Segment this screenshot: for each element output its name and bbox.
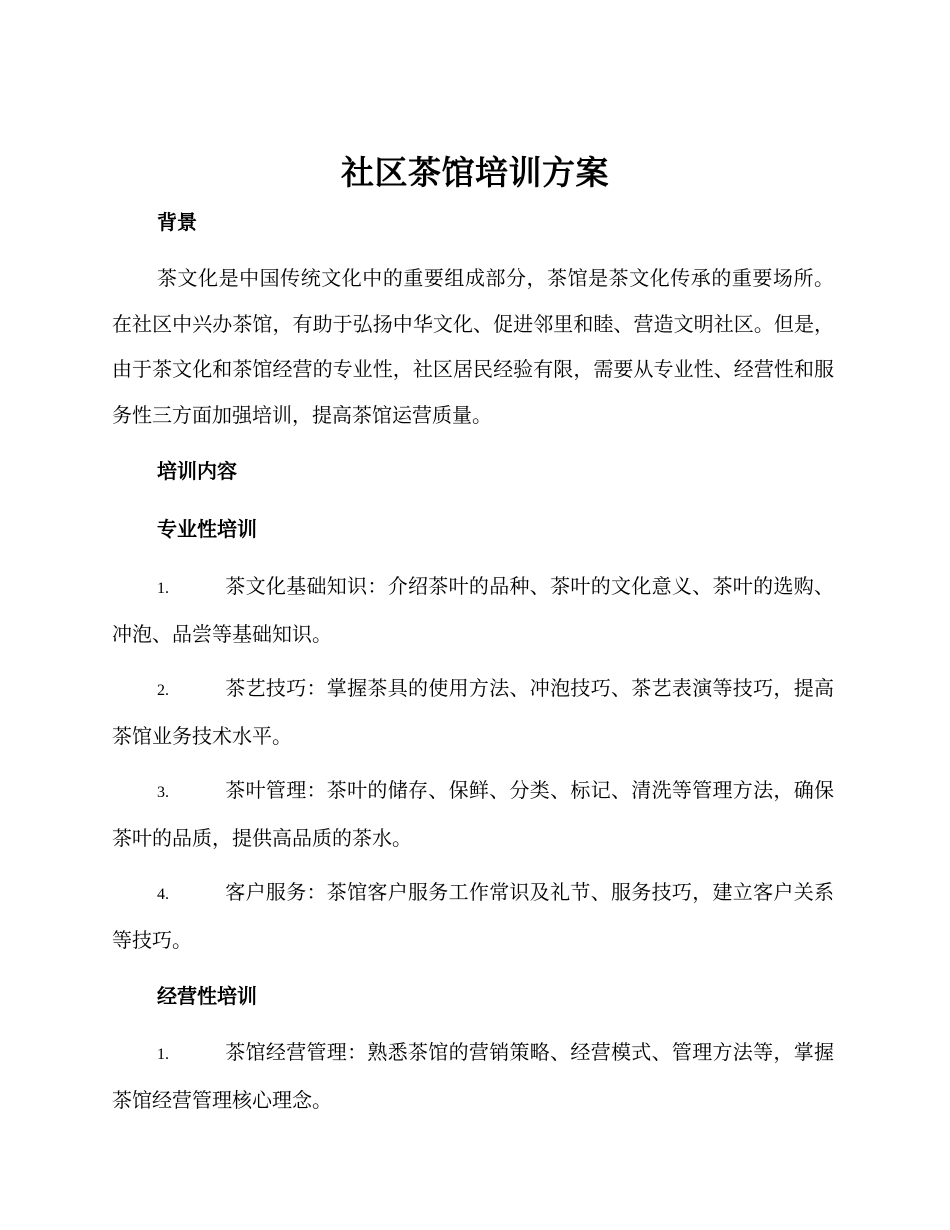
list-item-text: 茶馆经营管理：熟悉茶馆的营销策略、经营模式、管理方法等，掌握茶馆经营管理核心理念。	[112, 1040, 834, 1112]
heading-business-training: 经营性培训	[157, 984, 257, 1008]
document-title: 社区茶馆培训方案	[341, 153, 609, 192]
background-paragraph: 茶文化是中国传统文化中的重要组成部分，茶馆是茶文化传承的重要场所。在社区中兴办茶馆，有助于弘扬中华文化、促进邻里和睦、营造文明社区。但是，由于茶文化和茶馆经营的专业性，社区居民经验有限，需要从专业性、经营性和服务性三方面加强培训，提高茶馆运营质量。	[112, 266, 834, 427]
list-item-number: 2.	[157, 682, 169, 699]
list-item-text: 客户服务：茶馆客户服务工作常识及礼节、服务技巧，建立客户关系等技巧。	[112, 880, 834, 952]
list-item-number: 3.	[157, 784, 169, 801]
list-item-number: 1.	[157, 1046, 169, 1063]
heading-background: 背景	[157, 210, 197, 234]
list-item	[112, 768, 834, 861]
list-item-text: 茶叶管理：茶叶的储存、保鲜、分类、标记、清洗等管理方法，确保茶叶的品质，提供高品质的茶水。	[112, 778, 834, 850]
heading-training-content: 培训内容	[157, 459, 237, 483]
list-item	[112, 1030, 834, 1123]
list-item-text: 茶艺技巧：掌握茶具的使用方法、冲泡技巧、茶艺表演等技巧，提高茶馆业务技术水平。	[112, 676, 834, 748]
list-item	[112, 564, 834, 657]
list-item	[112, 870, 834, 963]
heading-professional-training: 专业性培训	[157, 517, 257, 541]
list-item-number: 4.	[157, 886, 169, 903]
list-item	[112, 666, 834, 759]
list-item-number: 1.	[157, 580, 169, 597]
list-item-text: 茶文化基础知识：介绍茶叶的品种、茶叶的文化意义、茶叶的选购、冲泡、品尝等基础知识。	[112, 574, 834, 646]
